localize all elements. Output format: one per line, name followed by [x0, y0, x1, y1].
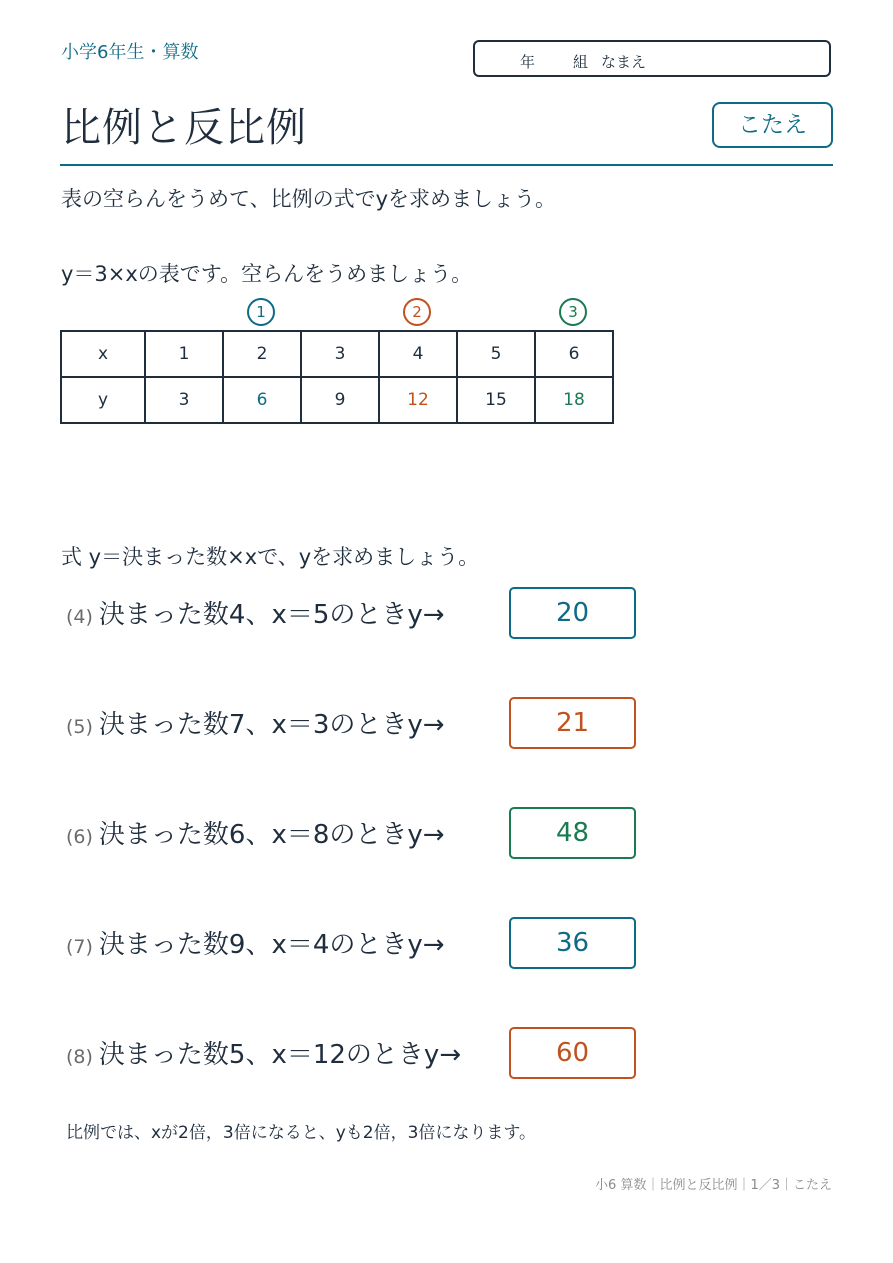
answer-box: 48 [509, 807, 636, 859]
table-cell: 3 [145, 377, 223, 423]
question-text: 決まった数5、x＝12のときy→ [98, 1040, 462, 1070]
question-text: 決まった数7、x＝3のときy→ [98, 710, 445, 740]
table-row-y [61, 377, 613, 423]
table-head-y: y [61, 377, 145, 423]
question-row [66, 1034, 461, 1071]
table-cell: 3 [301, 331, 379, 377]
proportion-note: 比例では、xが2倍，3倍になると、yも2倍，3倍になります。 [66, 1123, 537, 1143]
answer-box: 20 [509, 587, 636, 639]
question-row [66, 594, 445, 631]
class-label: 組 [573, 53, 589, 71]
table-cell: 1 [145, 331, 223, 377]
table-cell: 4 [379, 331, 457, 377]
table-cell: 2 [223, 331, 301, 377]
table-cell: 15 [457, 377, 535, 423]
question-number: (5) [66, 716, 93, 738]
marker-3: 3 [559, 298, 587, 326]
table-answer-cell-1: 6 [223, 377, 301, 423]
question-number: (6) [66, 826, 93, 848]
question-text: 決まった数9、x＝4のときy→ [98, 930, 445, 960]
table-question: y＝3×xの表です。空らんをうめましょう。 [61, 262, 473, 286]
answer-box: 60 [509, 1027, 636, 1079]
page-footer: 小6 算数｜比例と反比例｜1／3｜こたえ [595, 1178, 832, 1193]
question-row [66, 704, 445, 741]
title-divider [60, 164, 833, 166]
answer-box: 21 [509, 697, 636, 749]
question-number: (8) [66, 1046, 93, 1068]
marker-2: 2 [403, 298, 431, 326]
marker-1: 1 [247, 298, 275, 326]
table-cell: 6 [535, 331, 613, 377]
question-row [66, 924, 445, 961]
question-number: (4) [66, 606, 93, 628]
value-table [60, 330, 614, 424]
table-head-x: x [61, 331, 145, 377]
grade-subject-label: 小学6年生・算数 [61, 42, 199, 63]
table-answer-cell-2: 12 [379, 377, 457, 423]
question-text: 決まった数4、x＝5のときy→ [98, 600, 445, 630]
page-title: 比例と反比例 [61, 105, 307, 151]
answer-box: 36 [509, 917, 636, 969]
name-label: なまえ [601, 53, 647, 71]
table-answer-cell-3: 18 [535, 377, 613, 423]
year-label: 年 [520, 53, 536, 71]
instruction-text: 表の空らんをうめて、比例の式でyを求めましょう。 [61, 187, 557, 211]
formula-instruction: 式 y＝決まった数×xで、yを求めましょう。 [61, 545, 480, 569]
table-cell: 5 [457, 331, 535, 377]
question-text: 決まった数6、x＝8のときy→ [98, 820, 445, 850]
table-cell: 9 [301, 377, 379, 423]
answer-badge: こたえ [712, 102, 833, 148]
question-row [66, 814, 445, 851]
question-number: (7) [66, 936, 93, 958]
table-row-x [61, 331, 613, 377]
name-field-box[interactable] [473, 40, 831, 77]
